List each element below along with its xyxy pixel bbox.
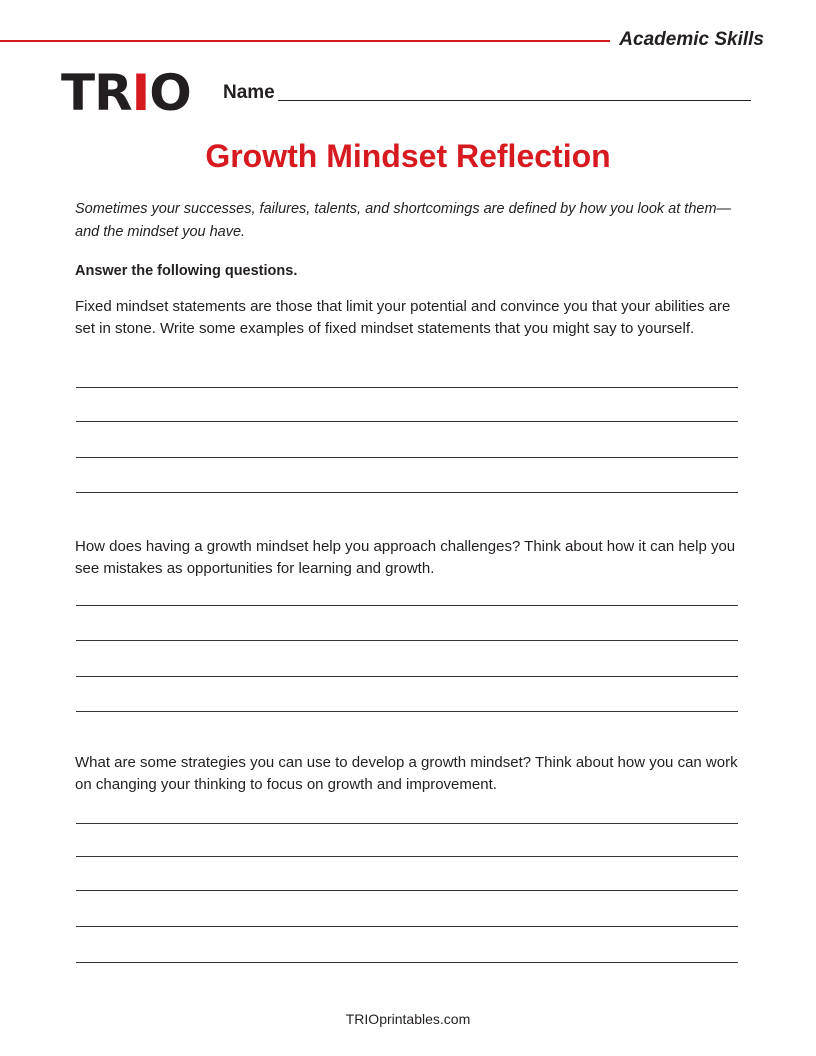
logo-accent: I (131, 64, 150, 122)
intro-text: Sometimes your successes, failures, talents, and shortcomings are defined by how you look at them—and the mindset you have. (75, 201, 732, 240)
question-2: How does having a growth mindset help you approach challenges? Think about how it can help you see mistakes as opportunities for learning and growth. (75, 538, 736, 577)
instructions-text: Answer the following questions. (75, 263, 298, 279)
answer-line-q1[interactable] (76, 492, 738, 493)
trio-logo (61, 66, 191, 120)
logo-prefix: TR (61, 64, 132, 122)
answer-line-q3[interactable] (76, 856, 738, 857)
answer-line-q2[interactable] (76, 711, 738, 712)
answer-line-q1[interactable] (76, 457, 738, 458)
answer-line-q3[interactable] (76, 823, 738, 824)
footer-website: TRIOprintables.com (345, 1011, 471, 1027)
category-label: Academic Skills (619, 29, 764, 50)
logo-suffix: O (149, 64, 191, 122)
answer-line-q3[interactable] (76, 890, 738, 891)
answer-line-q3[interactable] (76, 962, 738, 963)
answer-line-q2[interactable] (76, 676, 738, 677)
answer-line-q3[interactable] (76, 926, 738, 927)
answer-line-q2[interactable] (76, 640, 738, 641)
name-label: Name (223, 82, 275, 103)
answer-line-q2[interactable] (76, 605, 738, 606)
page-title: Growth Mindset Reflection (205, 138, 611, 174)
answer-line-q1[interactable] (76, 421, 738, 422)
question-1: Fixed mindset statements are those that limit your potential and convince you that your abilities are set in stone. Write some examples of fixed mindset statements that you might say to yourself. (75, 298, 731, 337)
name-field[interactable] (278, 100, 751, 101)
header-rule (0, 40, 610, 42)
answer-line-q1[interactable] (76, 387, 738, 388)
question-3: What are some strategies you can use to develop a growth mindset? Think about how you can work on changing your thinking to focus on growth and improvement. (75, 754, 738, 793)
